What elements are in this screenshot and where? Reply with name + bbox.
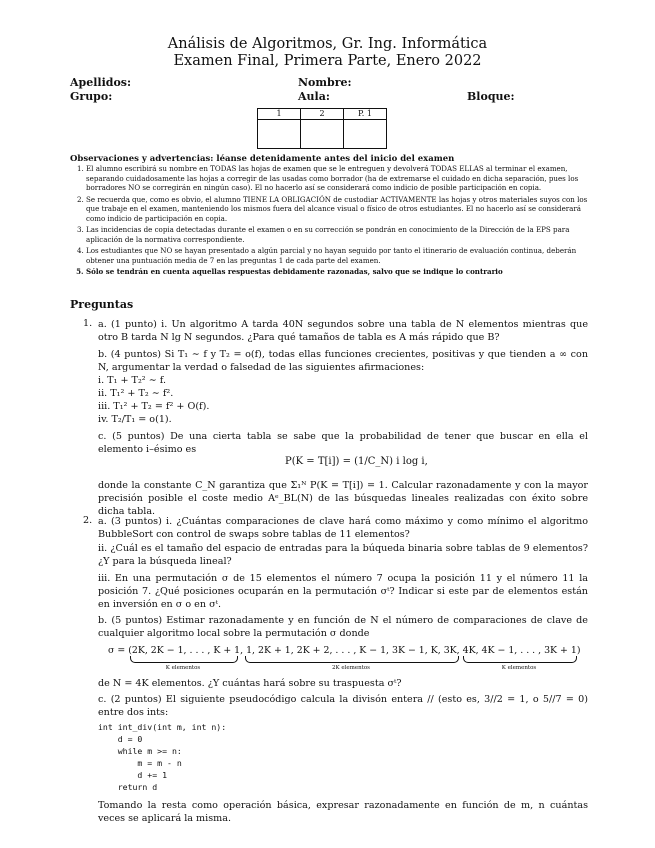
q2-part-c: c. (2 puntos) El siguiente pseudocódigo calcula la divisón entera // (esto es, 3//2 = 1, o 5//7 = 0) entre dos ints: (98, 694, 588, 719)
q2-final: Tomando la resta como operación básica, expresar razonadamente en función de m, n cuántas veces se aplicará la misma. (98, 800, 588, 825)
score-cell-2 (301, 120, 344, 149)
q1-part-c: c. (5 puntos) De una cierta tabla se sabe que la probabilidad de tener que buscar en ella el elemento i–ésimo es (98, 431, 588, 456)
q1-formula: P(K = T[i]) = (1/C_N) i log i, (285, 456, 428, 467)
exam-title-line1: Análisis de Algoritmos, Gr. Ing. Informática (167, 36, 488, 52)
observation-item: 4. Los estudiantes que NO se hayan presentado a algún parcial y no hayan seguido por tanto el itinerario de evaluación continua, deberán obtener una puntuación media de 7 en las preguntas 1 de cada parte del examen. (86, 246, 602, 265)
q2-number: 2. (83, 515, 93, 526)
q2-part-a-ii: ii. ¿Cuál es el tamaño del espacio de entradas para la búqueda binaria sobre tablas de 9 elementos? ¿Y para la búsqueda lineal? (98, 543, 588, 568)
observations-heading: Observaciones y advertencias: léanse detenidamente antes del inicio del examen (70, 154, 455, 164)
brace-label-3: K elementos (501, 665, 537, 671)
brace-2 (245, 656, 459, 663)
brace-label-2: 2K elementos (332, 665, 370, 671)
score-cell-1 (258, 120, 301, 149)
q2-part-b: b. (5 puntos) Estimar razonadamente y en función de N el número de comparaciones de clave de cualquier algoritmo local sobre la permutación σ donde (98, 615, 588, 640)
observation-item: 2. Se recuerda que, como es obvio, el alumno TIENE LA OBLIGACIÓN de custodiar ACTIVAMENTE las hojas y otros materiales suyos con los que trabaje en el examen, manteniendo los mismos fuera del alcance visual o físico de otros estudiantes. El no hacerlo así se considerará como indicio de participación en copia. (86, 195, 602, 224)
questions-heading: Preguntas (70, 298, 134, 311)
observation-item: 1. El alumno escribirá su nombre en TODAS las hojas de examen que se le entreguen y devolverá TODAS ELLAS al terminar el examen, separando cuidadosamente las hojas a corregir de las usadas como borrador (ha de extremarse el cuidado en dicha separación, pues los borradores NO se corregirán en ningún caso). El no hacerlo así se considerará como indicio de posible participación en copia. (86, 164, 602, 193)
field-nombre: Nombre: (298, 76, 352, 89)
q1-b-item-1: i. T₁ + T₂² ∼ f. (98, 375, 167, 386)
q1-b-item-4: iv. T₂/T₁ = o(1). (98, 414, 172, 425)
brace-1 (130, 656, 238, 663)
field-bloque: Bloque: (467, 90, 515, 103)
q2-part-a-i: a. (3 puntos) i. ¿Cuántas comparaciones de clave hará como máximo y como mínimo el algoritmo BubbleSort con control de swaps sobre tablas de 11 elementos? (98, 516, 588, 541)
observations-list (76, 164, 602, 278)
q2-sigma-formula: σ = (2K, 2K − 1, . . . , K + 1, 1, 2K + 1, 2K + 2, . . . , K − 1, 3K − 1, K, 3K, 4K, 4K − 1, . . . , 3K + 1) (108, 645, 581, 656)
score-table (257, 108, 387, 149)
field-grupo: Grupo: (70, 90, 113, 103)
field-aula: Aula: (298, 90, 330, 103)
q1-part-b: b. (4 puntos) Si T₁ ∼ f y T₂ = o(f), todas ellas funciones crecientes, positivas y que tienden a ∞ con N, argumentar la verdad o falsedad de las siguientes afirmaciones: (98, 349, 588, 374)
observation-item: 5. Sólo se tendrán en cuenta aquellas respuestas debidamente razonadas, salvo que se indique lo contrario (86, 267, 602, 277)
q1-b-item-3: iii. T₁² + T₂ = f² + O(f). (98, 401, 210, 412)
q1-part-c-after: donde la constante C_N garantiza que Σ₁ᴺ P(K = T[i]) = 1. Calcular razonadamente y con la mayor precisión posible el coste medio Aᵉ_BL(N) de las búsquedas lineales realizadas con éxito sobre dicha tabla. (98, 480, 588, 518)
exam-title-line2: Examen Final, Primera Parte, Enero 2022 (173, 53, 482, 69)
score-cell-p1 (344, 120, 387, 149)
score-header-2: 2 (301, 109, 344, 120)
score-header-p1: P. 1 (344, 109, 387, 120)
observation-item: 3. Las incidencias de copia detectadas durante el examen o en su corrección se pondrán en conocimiento de la Dirección de la EPS para aplicación de la normativa correspondiente. (86, 225, 602, 244)
q1-b-item-2: ii. T₁² + T₂ ∼ f². (98, 388, 174, 399)
q1-part-a: a. (1 punto) i. Un algoritmo A tarda 40N segundos sobre una tabla de N elementos mientras que otro B tarda N lg N segundos. ¿Para qué tamaños de tabla es A más rápido que B? (98, 319, 588, 344)
brace-3 (463, 656, 577, 663)
field-apellidos: Apellidos: (70, 76, 132, 89)
score-header-1: 1 (258, 109, 301, 120)
brace-label-1: K elementos (165, 665, 201, 671)
q2-part-b-after: de N = 4K elementos. ¿Y cuántas hará sobre su traspuesta σᵗ? (98, 678, 402, 689)
q1-number: 1. (83, 318, 93, 329)
pseudocode-block: int int_div(int m, int n): d = 0 while m >= n: m = m - n d += 1 return d (98, 722, 227, 793)
q2-part-a-iii: iii. En una permutación σ de 15 elementos el número 7 ocupa la posición 11 y el número 11 la posición 7. ¿Qué posiciones ocuparán en la permutación σᵗ? Indicar si este par de elementos están en inversión en σ o en σᵗ. (98, 573, 588, 611)
